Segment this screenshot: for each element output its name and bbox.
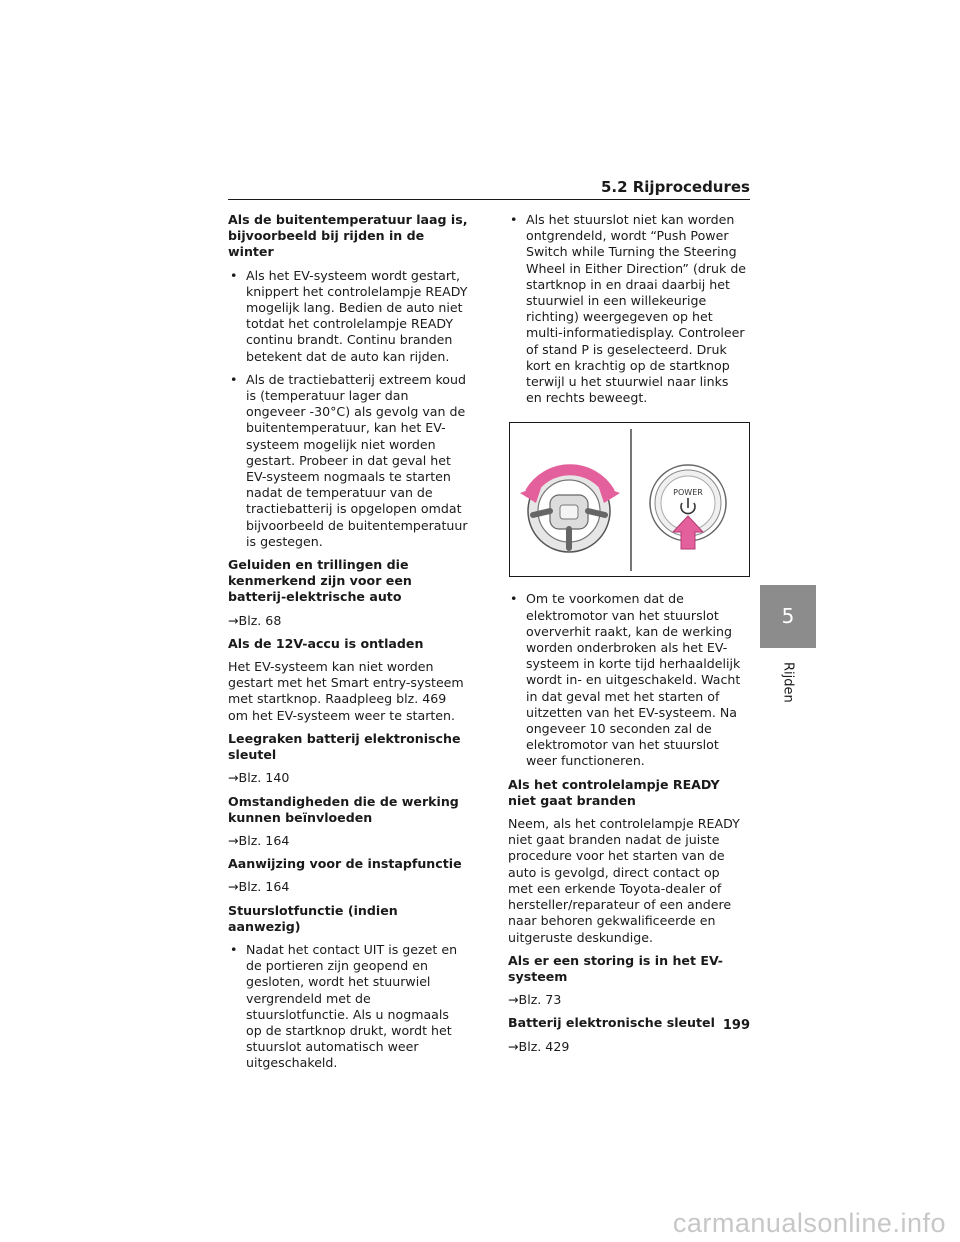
heading-key-battery-2: Batterij elektronische sleutel — [508, 1015, 715, 1031]
bullet-overheat — [508, 591, 748, 769]
heading-ev-fault: Als er een storing is in het EV-systeem — [508, 952, 724, 984]
page-reference[interactable]: →Blz. 73 — [508, 992, 562, 1008]
chapter-label — [764, 652, 812, 712]
bullet-text: Nadat het contact UIT is gezet en de portieren zijn geopend en gesloten, wordt het stuurwiel vergrendeld met de stuurslotfunctie. Als u nogmaals op de startknop drukt, wordt het stuurslot automatisch weer uitgeschakeld. — [246, 941, 458, 1071]
bullet-cold-battery — [228, 372, 468, 550]
bullet-text: Als het EV-systeem wordt gestart, knippert het controlelampje READY mogelijk lang. Bedien de auto niet totdat het controlelampje READY continu brandt. Continu branden betekent dat de auto kan rijden. — [246, 267, 468, 364]
page-reference[interactable]: →Blz. 429 — [508, 1038, 570, 1054]
watermark: carmanualsonline.info — [672, 1208, 946, 1238]
bullet-dot: • — [230, 267, 238, 283]
steering-power-illustration — [509, 422, 750, 577]
heading-winter: Als de buitentemperatuur laag is, bijvoorbeeld bij rijden in de winter — [228, 212, 468, 260]
bullet-dot: • — [230, 371, 238, 387]
header-rule — [228, 199, 750, 200]
section-title: 5.2 Rijprocedures — [600, 178, 750, 196]
heading-sounds: Geluiden en trillingen die kenmerkend zijn voor een batterij-elektrische auto — [228, 557, 412, 605]
bullet-dot: • — [230, 941, 238, 957]
bullet-dot: • — [510, 212, 518, 227]
heading-entry-function: Aanwijzing voor de instapfunctie — [228, 856, 462, 872]
page-reference[interactable]: →Blz. 68 — [228, 612, 282, 628]
bullet-dot: • — [510, 591, 518, 607]
heading-ready-not-on: Als het controlelampje READY niet gaat branden — [508, 776, 720, 808]
bullet-steering-lock — [228, 942, 468, 1072]
bullet-text: Om te voorkomen dat de elektromotor van het stuurslot oververhit raakt, kan de werking worden onderbroken als het EV-systeem in korte tijd herhaaldelijk wordt in- en uitgeschakeld. Wacht in dat geval met het starten of uitzetten van het EV-systeem. Na ongeveer 10 seconden zal de elektromotor van het stuurslot weer functioneren. — [526, 591, 741, 769]
paragraph-12v-battery: Het EV-systeem kan niet worden gestart met het Smart entry-systeem met startknop. Raadpleeg blz. 469 om het EV-systeem weer te starten. — [228, 659, 464, 723]
heading-12v-battery: Als de 12V-accu is ontladen — [228, 635, 424, 651]
bullet-text: Als de tractiebatterij extreem koud is (temperatuur lager dan ongeveer -30°C) als gevolg van de buitentemperatuur, kan het EV-systeem mogelijk niet worden gestart. Probeer in dat geval het EV-systeem nogmaals te starten nadat de temperatuur van de tractiebatterij is opgelopen omdat bijvoorbeeld de buitentemperatuur is gestegen. — [246, 371, 468, 549]
bullet-unlock-message — [508, 212, 748, 406]
page-number: 199 — [722, 1018, 750, 1033]
illustration-svg — [510, 423, 749, 576]
bullet-text: Als het stuurslot niet kan worden ontgrendeld, wordt “Push Power Switch while Turning the Steering Wheel in Either Direction” (druk de startknop in en draai daarbij het stuurwiel in een willekeurige richting) weergegeven op het multi-informatiedisplay. Controleer of stand P is geselecteerd. Druk kort en krachtig op de startknop terwijl u het stuurwiel naar links en rechts beweegt. — [526, 212, 747, 406]
page-reference[interactable]: →Blz. 164 — [228, 832, 290, 848]
chapter-label-text: Rijden — [780, 661, 796, 703]
paragraph-ready-not-on: Neem, als het controlelampje READY niet gaat branden nadat de juiste procedure voor het starten van de auto is gevolgd, direct contact op met een erkende Toyota-dealer of hersteller/reparateur of een andere naar behoren gekwalificeerde en uitgeruste deskundige. — [508, 816, 740, 945]
left-column — [228, 212, 468, 1079]
chapter-tab[interactable]: 5 — [760, 585, 816, 648]
page-reference[interactable]: →Blz. 140 — [228, 770, 290, 786]
heading-key-battery: Leegraken batterij elektronische sleutel — [228, 730, 461, 763]
power-label: POWER — [673, 488, 703, 498]
right-column — [508, 212, 748, 1062]
bullet-ready-lamp — [228, 268, 468, 365]
heading-conditions: Omstandigheden die de werking kunnen beïnvloeden — [228, 793, 459, 825]
heading-steering-lock: Stuurslotfunctie (indien aanwezig) — [228, 902, 398, 934]
page-reference[interactable]: →Blz. 164 — [228, 879, 290, 895]
